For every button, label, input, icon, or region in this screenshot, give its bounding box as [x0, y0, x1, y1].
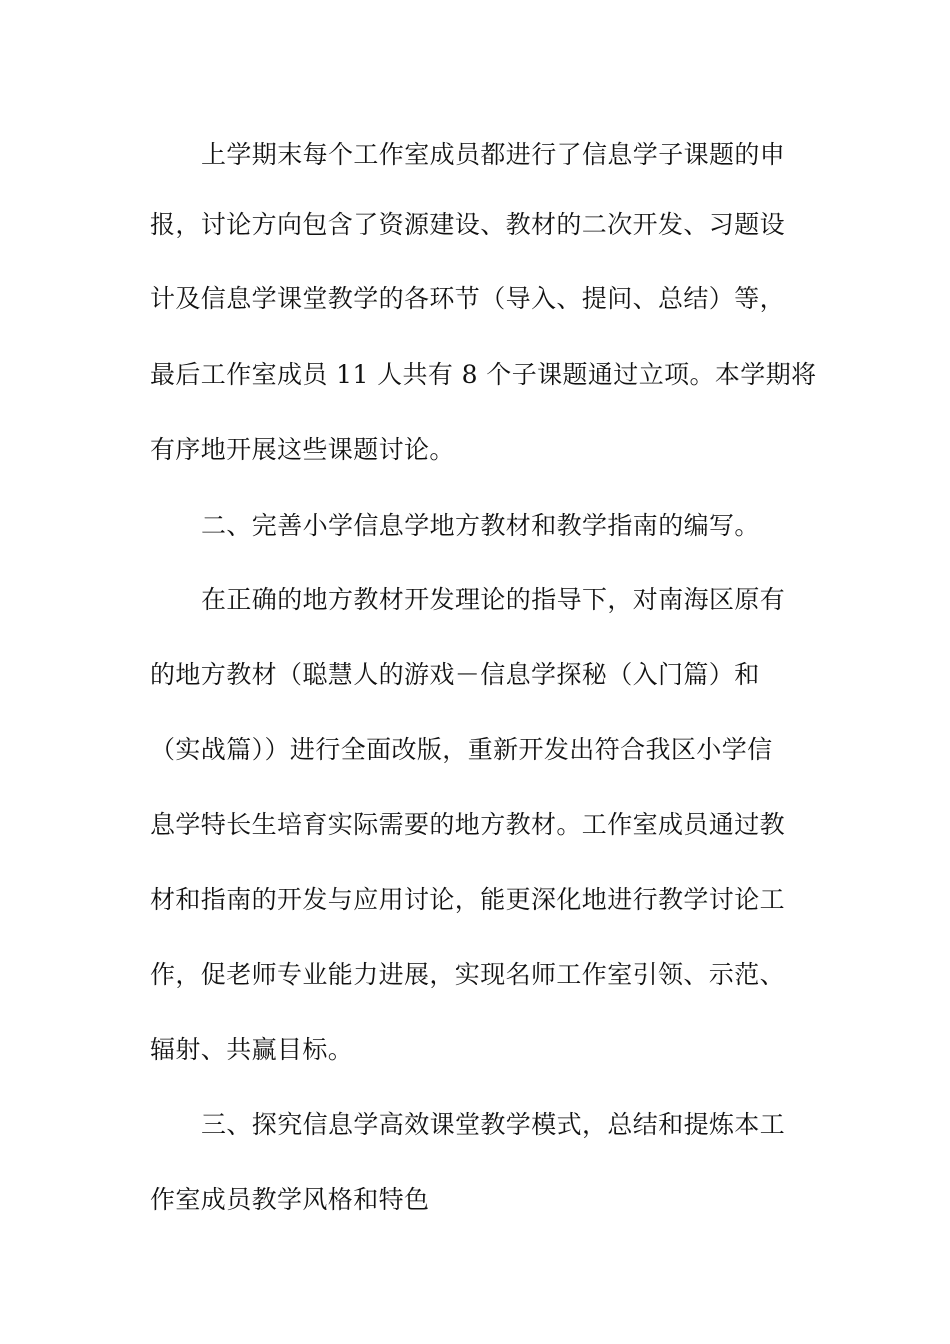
paragraph-2-line-7: 辐射、共赢目标。: [150, 1035, 354, 1064]
paragraph-2-line-1: 在正确的地方教材开发理论的指导下，对南海区原有: [201, 585, 786, 614]
paragraph-1-line-5: 有序地开展这些课题讨论。: [150, 435, 455, 464]
paragraph-2-line-3: （实战篇））进行全面改版，重新开发出符合我区小学信: [150, 735, 773, 764]
paragraph-2-line-4: 息学特长生培育实际需要的地方教材。工作室成员通过教: [150, 810, 786, 839]
paragraph-2-line-6: 作，促老师专业能力进展，实现名师工作室引领、示范、: [150, 960, 786, 989]
section-heading-3-line-2: 作室成员教学风格和特色: [150, 1185, 430, 1214]
paragraph-1-line-3: 计及信息学课堂教学的各环节（导入、提问、总结）等，: [150, 284, 786, 313]
paragraph-1-line-1: 上学期末每个工作室成员都进行了信息学子课题的申: [201, 140, 786, 169]
paragraph-2-line-2: 的地方教材（聪慧人的游戏－信息学探秘（入门篇）和: [150, 660, 760, 689]
section-heading-2: 二、完善小学信息学地方教材和教学指南的编写。: [201, 511, 760, 540]
section-heading-3-line-1: 三、探究信息学高效课堂教学模式，总结和提炼本工: [201, 1110, 786, 1139]
paragraph-1-line-4: 最后工作室成员 11 人共有 8 个子课题通过立项。本学期将: [150, 360, 817, 389]
paragraph-1-line-2: 报，讨论方向包含了资源建设、教材的二次开发、习题设: [150, 210, 786, 239]
paragraph-2-line-5: 材和指南的开发与应用讨论，能更深化地进行教学讨论工: [150, 885, 786, 914]
